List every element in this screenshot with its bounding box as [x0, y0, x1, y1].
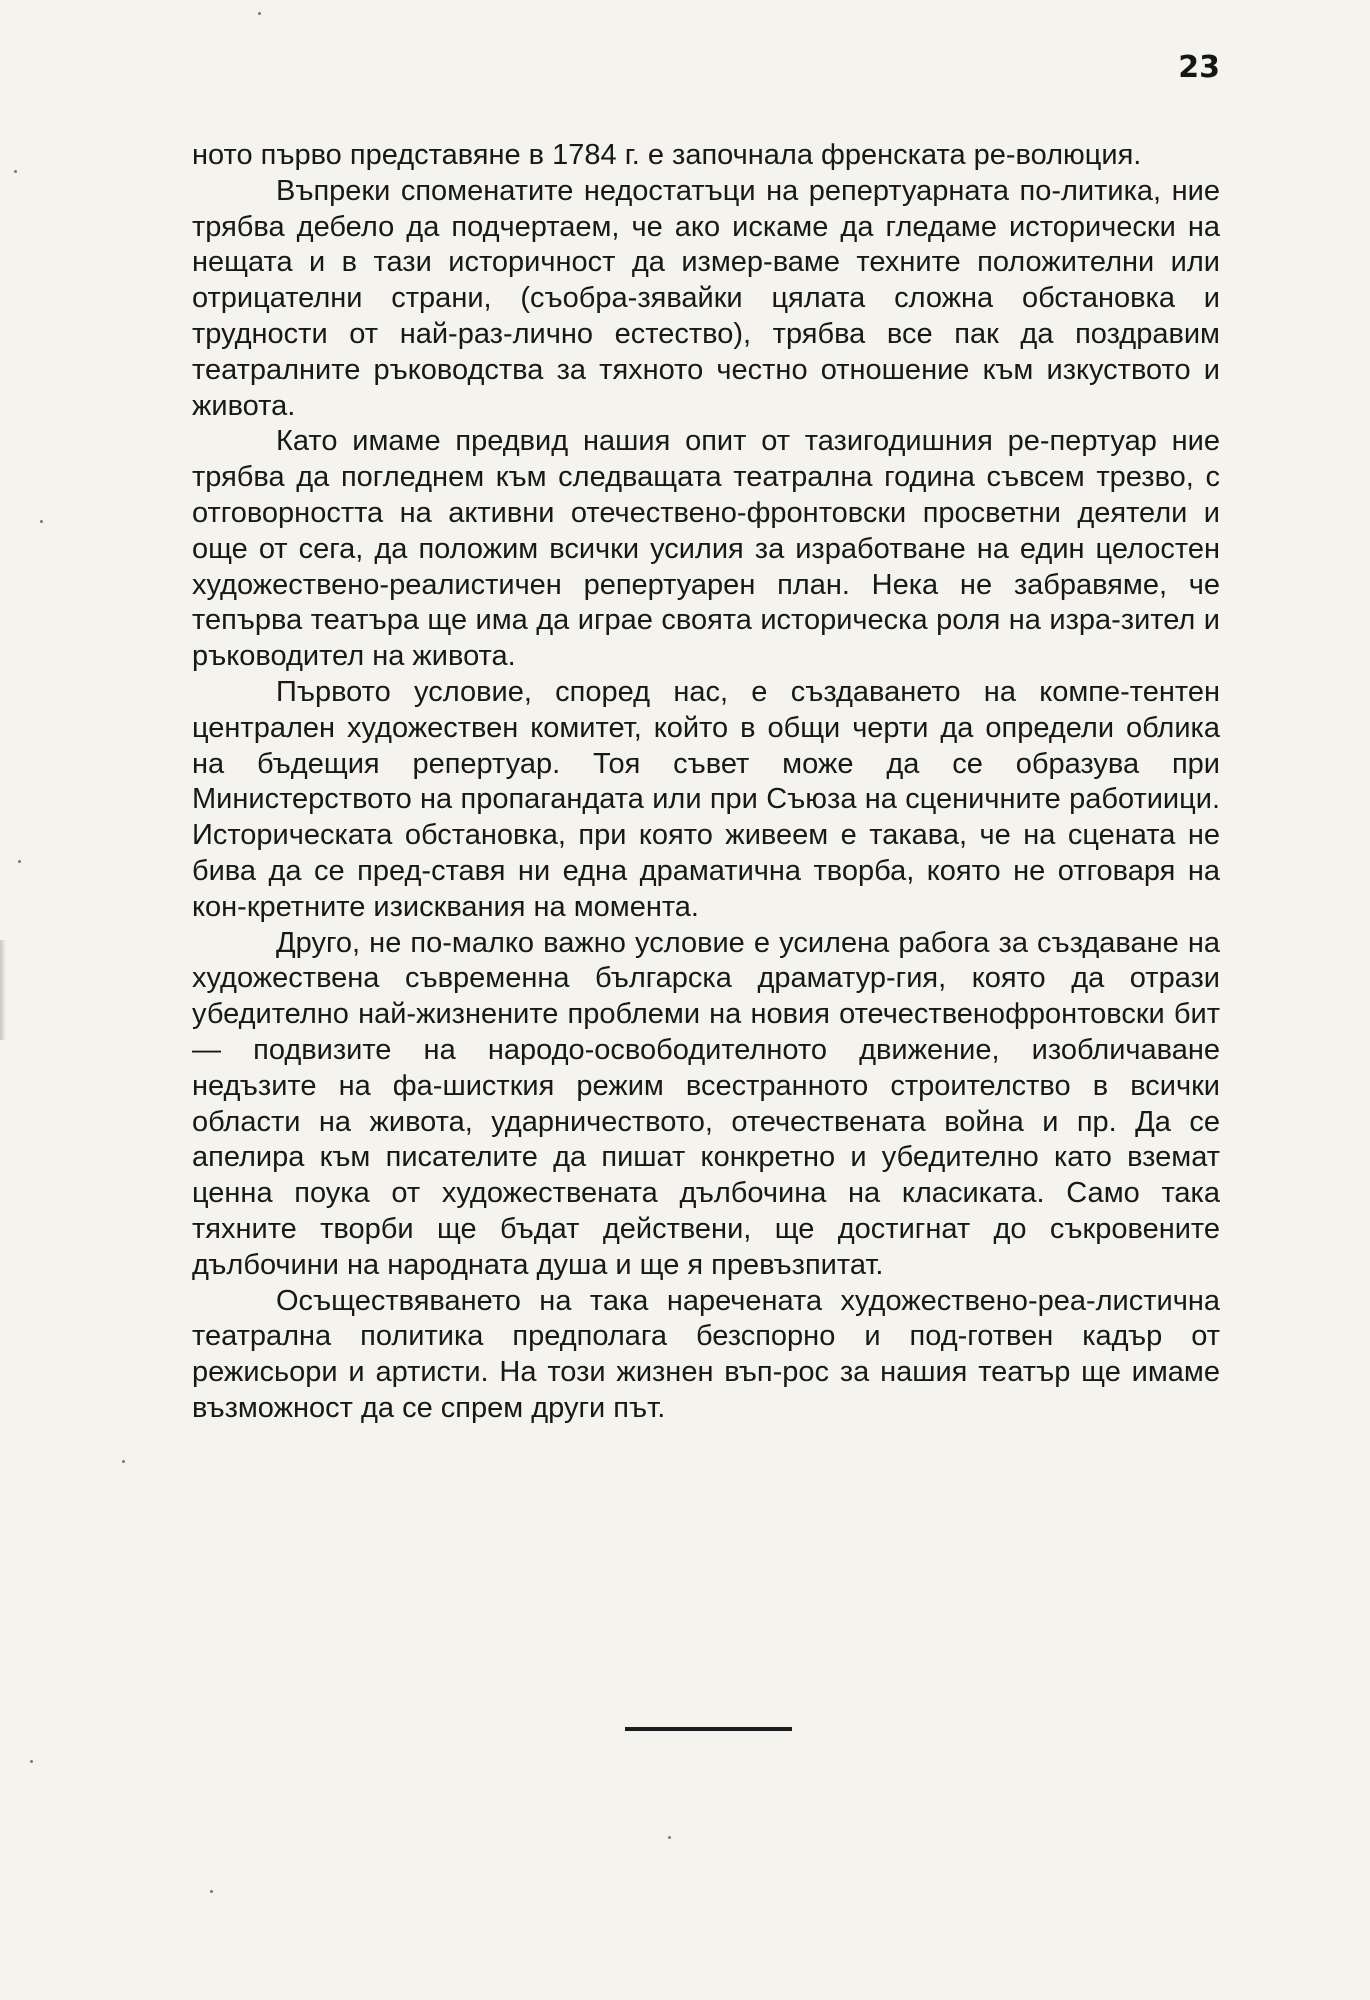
scan-speck	[122, 1460, 125, 1463]
scan-speck	[18, 860, 21, 863]
body-text	[192, 138, 1220, 1427]
scan-speck	[40, 520, 43, 523]
scan-speck	[668, 1836, 671, 1839]
paragraph-3: Като имаме предвид нашия опит от тазигодишния ре-пертуар ние трябва да погледнем към следващата театрална година съвсем трезво, с отговорността на активни отечествено-фронтовски просветни деятели и още от сега, да положим всички усилия за изработване на един целостен художествено-реалистичен репертуарен план. Нека не забравяме, че тепърва театъра ще има да играе своята историческа роля на изра-зител и ръководител на живота.	[192, 425, 1220, 673]
end-rule	[625, 1727, 792, 1731]
scan-speck	[14, 170, 17, 173]
scan-speck	[258, 12, 261, 15]
paragraph-4: Първото условие, според нас, е създаването на компе-тентен централен художествен комитет, който в общи черти да определи облика на бъдещия репертуар. Тоя съвет може да се образува при Министерството на пропагандата или при Съюза на сценичните работиици. Историческата обстановка, при която живеем е такава, че на сцената не бива да се пред-ставя ни една драматична творба, която не отговаря на кон-кретните изисквания на момента.	[192, 675, 1220, 923]
scan-speck	[30, 1760, 33, 1763]
scan-speck	[210, 1890, 213, 1893]
scan-edge-shadow	[0, 940, 6, 1040]
paragraph-2: Въпреки споменатите недостатъци на репертуарната по-литика, ние трябва дебело да подчертаем, че ако искаме да гледаме исторически на нещата и в тази историчност да измер-ваме техните положителни или отрицателни страни, (съобра-зявайки цялата сложна обстановка и трудности от най-раз-лично естество), трябва все пак да поздравим театралните ръководства за тяхното честно отношение към изкуството и живота.	[192, 174, 1220, 422]
paragraph-5: Друго, не по-малко важно условие е усилена рабога за създаване на художествена съвременна българска драматур-гия, която да отрази убедително най-жизнените проблеми на новия отечественофронтовски бит — подвизите на народо-освободителното движение, изобличаване недъзите на фа-шисткия режим всестранното строителство в всички области на живота, ударничеството, отечествената война и пр. Да се апелира към писателите да пишат конкретно и убедително като вземат ценна поука от художествената дълбочина на класиката. Само така тяхните творби ще бъдат действени, ще достигнат до съкровените дълбочини на народната душа и ще я превъзпитат.	[192, 926, 1220, 1281]
paragraph-6: Осъществяването на така наречената художествено-реа-листична театрална политика предполага безспорно и под-готвен кадър от режисьори и артисти. На този жизнен въп-рос за нашия театър ще имаме възможност да се спрем други път.	[192, 1284, 1220, 1424]
paragraph-1: ното първо представяне в 1784 г. е започнала френската ре-волюция.	[192, 139, 1142, 171]
page-number: 23	[1178, 50, 1220, 85]
